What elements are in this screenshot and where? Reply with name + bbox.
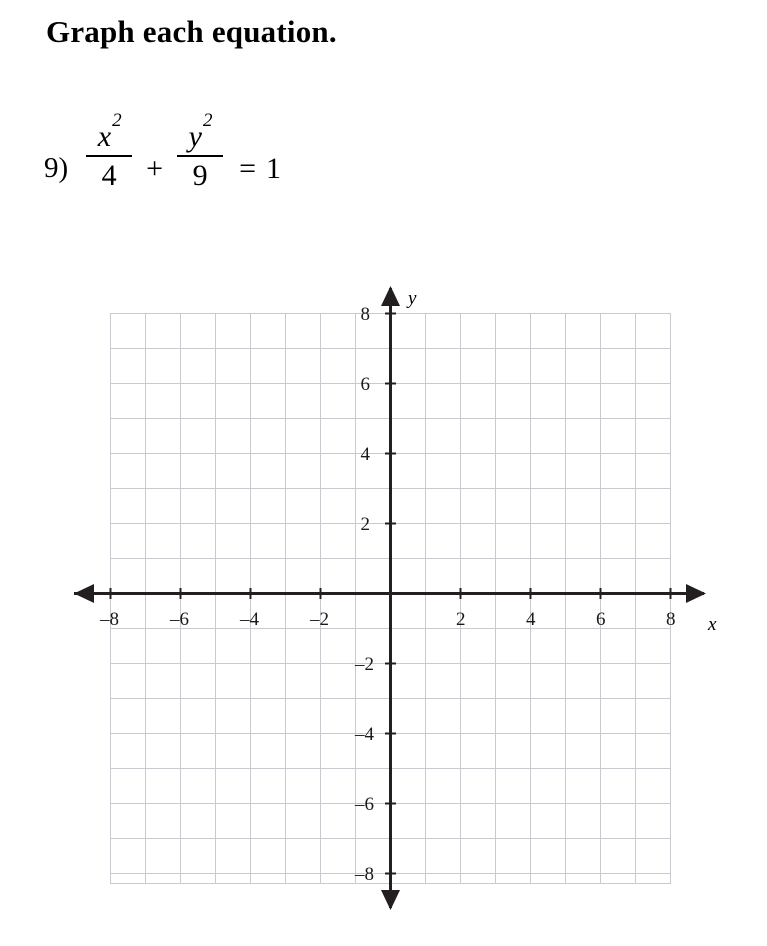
x-tick-label-neg4: –4 [240, 609, 259, 630]
axes [74, 286, 706, 910]
plus-operator: + [146, 151, 164, 185]
y-axis-arrow-down [381, 890, 400, 910]
y-axis-arrow-up [381, 286, 400, 306]
fraction1-exponent: 2 [112, 110, 122, 131]
y-tick-label-2: 2 [360, 514, 370, 535]
x-axis-label: x [708, 614, 717, 635]
coordinate-grid [60, 268, 720, 928]
y-axis-label: y [408, 288, 417, 309]
right-hand-side: 1 [266, 151, 282, 185]
x-tick-label-neg8: –8 [100, 609, 119, 630]
fraction1-denominator: 4 [101, 159, 117, 192]
x-tick-label-8: 8 [666, 609, 676, 630]
x-tick-label-neg6: –6 [170, 609, 189, 630]
fraction2-exponent: 2 [203, 110, 213, 131]
fraction-x-squared-over-4 [86, 110, 132, 192]
x-axis-arrow-right [686, 584, 706, 603]
x-tick-label-neg2: –2 [310, 609, 329, 630]
x-tick-label-4: 4 [526, 609, 536, 630]
problem-number: 9) [44, 152, 69, 185]
y-tick-label-neg6: –6 [355, 794, 374, 815]
fraction-y-squared-over-9 [177, 110, 223, 192]
fraction2-denominator: 9 [192, 159, 208, 192]
graph-svg [60, 268, 720, 928]
fraction2-numerator: $y^2$ [188, 110, 213, 153]
problem-statement [44, 110, 282, 192]
y-tick-label-neg4: –4 [355, 724, 374, 745]
y-tick-label-neg2: –2 [355, 654, 374, 675]
y-tick-label-8: 8 [360, 304, 370, 325]
x-axis-arrow-left [74, 584, 94, 603]
y-tick-label-6: 6 [360, 374, 370, 395]
y-tick-label-4: 4 [360, 444, 370, 465]
page-title: Graph each equation. [46, 14, 337, 49]
equals-sign: = [239, 151, 257, 185]
x-tick-label-2: 2 [456, 609, 466, 630]
fraction1-numerator: $x^2$ [97, 110, 122, 153]
y-tick-label-neg8: –8 [355, 864, 374, 885]
x-tick-label-6: 6 [596, 609, 606, 630]
